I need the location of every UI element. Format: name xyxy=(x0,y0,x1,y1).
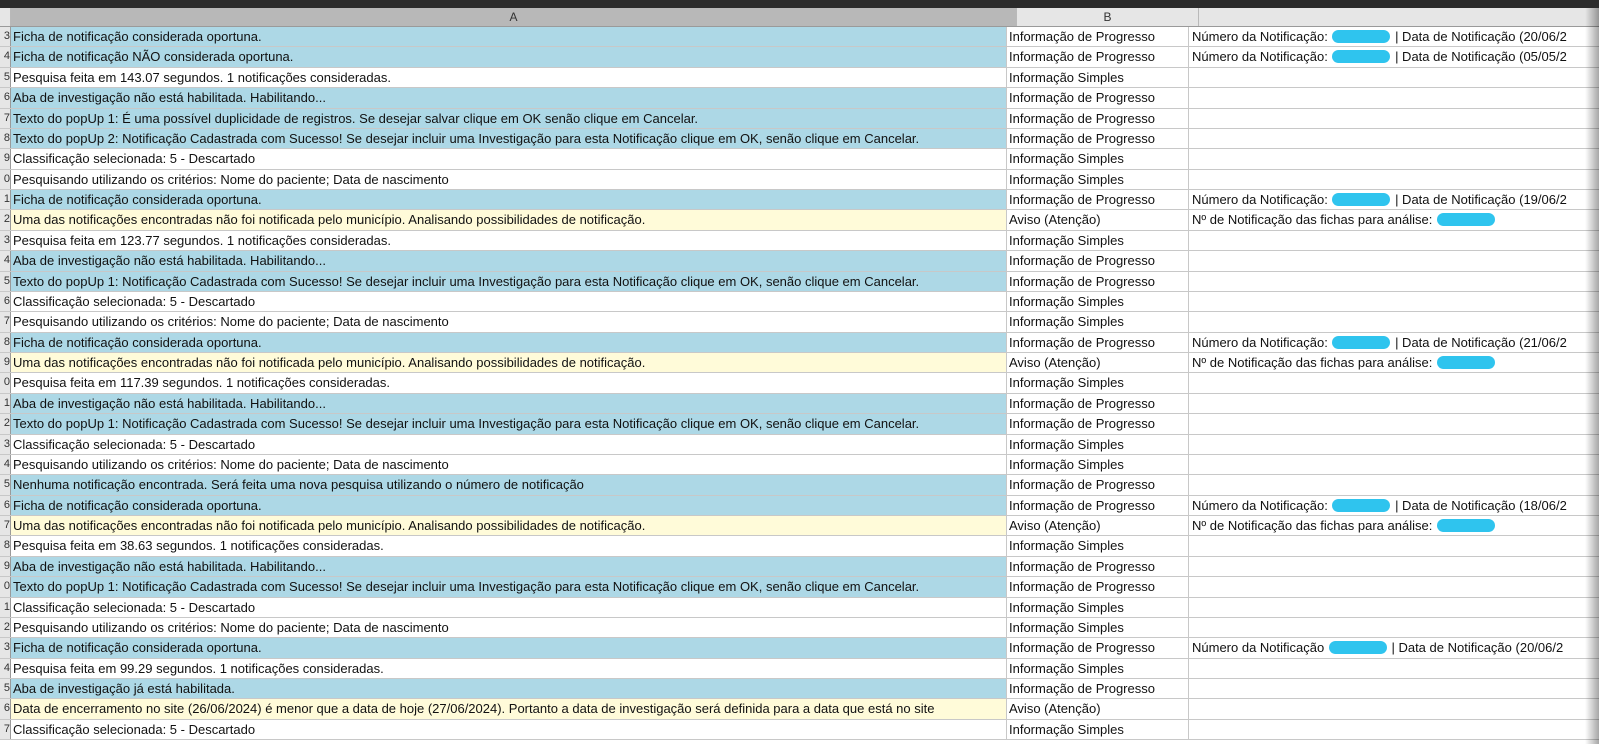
redaction-mark xyxy=(1332,336,1390,349)
cell-details[interactable] xyxy=(1189,149,1599,168)
cell-message[interactable]: Uma das notificações encontradas não foi notificada pelo município. Analisando possibilidades de notificação. xyxy=(11,353,1007,372)
row-number[interactable]: 3 xyxy=(0,231,11,250)
cell-type[interactable]: Informação de Progresso xyxy=(1007,129,1189,148)
cell-type[interactable]: Informação de Progresso xyxy=(1007,27,1189,46)
row-number[interactable]: 1 xyxy=(0,598,11,617)
cell-message[interactable]: Pesquisa feita em 38.63 segundos. 1 notificações consideradas. xyxy=(11,536,1007,555)
row-number[interactable]: 1 xyxy=(0,394,11,413)
row-number[interactable]: 2 xyxy=(0,210,11,229)
cell-message[interactable]: Pesquisa feita em 123.77 segundos. 1 notificações consideradas. xyxy=(11,231,1007,250)
row-number[interactable]: 0 xyxy=(0,170,11,189)
cell-message[interactable]: Texto do popUp 2: Notificação Cadastrada com Sucesso! Se desejar incluir uma Investigação para esta Notificação clique em OK, senão clique em Cancelar. xyxy=(11,129,1007,148)
table-row xyxy=(0,373,1599,393)
row-number[interactable]: 2 xyxy=(0,618,11,637)
table-row xyxy=(0,333,1599,353)
cell-details[interactable]: Número da Notificação: | Data de Notificação (19/06/2 xyxy=(1192,192,1567,207)
table-row xyxy=(0,129,1599,149)
cell-type[interactable]: Informação de Progresso xyxy=(1007,577,1189,596)
table-row xyxy=(0,109,1599,129)
row-number[interactable]: 8 xyxy=(0,333,11,352)
row-number[interactable]: 0 xyxy=(0,373,11,392)
row-number[interactable]: 6 xyxy=(0,496,11,515)
cell-details[interactable] xyxy=(1189,373,1599,392)
cell-details[interactable]: Número da Notificação | Data de Notificação (20/06/2 xyxy=(1192,640,1564,656)
cell-type[interactable]: Informação de Progresso xyxy=(1007,557,1189,576)
cell-type[interactable]: Aviso (Atenção) xyxy=(1007,516,1189,535)
cell-message[interactable]: Ficha de notificação considerada oportuna. xyxy=(11,27,1007,46)
row-number[interactable]: 3 xyxy=(0,638,11,657)
cell-details[interactable] xyxy=(1189,312,1599,331)
column-header-bar xyxy=(0,8,1599,27)
row-number[interactable]: 8 xyxy=(0,129,11,148)
table-row xyxy=(0,292,1599,312)
cell-details[interactable] xyxy=(1189,598,1599,617)
cell-message[interactable]: Pesquisando utilizando os critérios: Nome do paciente; Data de nascimento xyxy=(11,170,1007,189)
redaction-mark xyxy=(1437,356,1495,369)
cell-type[interactable]: Informação Simples xyxy=(1007,598,1189,617)
row-number[interactable]: 3 xyxy=(0,27,11,46)
cell-details[interactable] xyxy=(1189,699,1599,718)
cell-type[interactable]: Aviso (Atenção) xyxy=(1007,210,1189,229)
cell-message[interactable]: Classificação selecionada: 5 - Descartado xyxy=(11,598,1007,617)
redaction-mark xyxy=(1332,193,1390,206)
table-row xyxy=(0,557,1599,577)
redaction-mark xyxy=(1329,641,1387,654)
table-row xyxy=(0,496,1599,516)
table-row xyxy=(0,679,1599,699)
cell-details[interactable]: Nº de Notificação das fichas para análise: xyxy=(1189,210,1599,229)
cell-message[interactable]: Pesquisa feita em 143.07 segundos. 1 notificações consideradas. xyxy=(11,68,1007,87)
cell-message[interactable]: Data de encerramento no site (26/06/2024) é menor que a data de hoje (27/06/2024). Portanto a data de investigação será definida para a data que está no site xyxy=(11,699,1007,718)
cell-message[interactable]: Aba de investigação não está habilitada. Habilitando... xyxy=(11,394,1007,413)
cell-type[interactable]: Informação Simples xyxy=(1007,292,1189,311)
cell-details[interactable] xyxy=(1189,679,1599,698)
cell-type[interactable]: Informação de Progresso xyxy=(1007,333,1189,352)
cell-message[interactable]: Texto do popUp 1: Notificação Cadastrada com Sucesso! Se desejar incluir uma Investigação para esta Notificação clique em OK, senão clique em Cancelar. xyxy=(11,414,1007,433)
row-number[interactable]: 5 xyxy=(0,679,11,698)
cell-type[interactable]: Informação de Progresso xyxy=(1007,190,1189,209)
table-row xyxy=(0,659,1599,679)
row-number[interactable]: 9 xyxy=(0,353,11,372)
row-number[interactable]: 2 xyxy=(0,414,11,433)
table-row xyxy=(0,27,1599,47)
cell-details[interactable] xyxy=(1189,272,1599,291)
cell-message[interactable]: Aba de investigação não está habilitada. Habilitando... xyxy=(11,557,1007,576)
cell-type[interactable]: Informação de Progresso xyxy=(1007,109,1189,128)
redaction-mark xyxy=(1437,213,1495,226)
cell-type[interactable]: Informação de Progresso xyxy=(1007,394,1189,413)
cell-details[interactable] xyxy=(1189,577,1599,596)
row-number[interactable]: 4 xyxy=(0,251,11,270)
table-row xyxy=(0,720,1599,740)
cell-message[interactable]: Pesquisa feita em 99.29 segundos. 1 notificações consideradas. xyxy=(11,659,1007,678)
table-row xyxy=(0,638,1599,658)
cell-type[interactable]: Informação de Progresso xyxy=(1007,88,1189,107)
row-number[interactable]: 1 xyxy=(0,190,11,209)
row-number[interactable]: 7 xyxy=(0,109,11,128)
row-number[interactable]: 6 xyxy=(0,292,11,311)
redaction-mark xyxy=(1332,50,1390,63)
redaction-mark xyxy=(1332,499,1390,512)
column-header-c[interactable] xyxy=(1199,8,1599,26)
row-number[interactable]: 0 xyxy=(0,577,11,596)
cell-message[interactable]: Texto do popUp 1: Notificação Cadastrada com Sucesso! Se desejar incluir uma Investigação para esta Notificação clique em OK, senão clique em Cancelar. xyxy=(11,272,1007,291)
cell-details[interactable] xyxy=(1189,455,1599,474)
window-top-strip xyxy=(0,0,1599,8)
table-row xyxy=(0,414,1599,434)
table-row xyxy=(0,455,1599,475)
cell-details[interactable]: Número da Notificação: | Data de Notificação (18/06/2 xyxy=(1192,497,1567,513)
select-all-corner[interactable] xyxy=(0,8,11,26)
cell-type[interactable]: Informação Simples xyxy=(1007,149,1189,168)
cell-details[interactable]: Nº de Notificação das fichas para análise: xyxy=(1189,516,1599,535)
cell-details[interactable] xyxy=(1189,109,1599,128)
cell-message[interactable]: Pesquisa feita em 117.39 segundos. 1 notificações consideradas. xyxy=(11,373,1007,392)
row-number[interactable]: 9 xyxy=(0,149,11,168)
table-row xyxy=(0,353,1599,373)
table-row xyxy=(0,394,1599,414)
table-row xyxy=(0,475,1599,495)
row-number[interactable]: 6 xyxy=(0,699,11,718)
cell-type[interactable]: Informação de Progresso xyxy=(1007,475,1189,494)
table-row xyxy=(0,47,1599,67)
cell-details[interactable] xyxy=(1189,557,1599,576)
cell-message[interactable]: Pesquisando utilizando os critérios: Nome do paciente; Data de nascimento xyxy=(11,618,1007,637)
cell-details[interactable] xyxy=(1189,659,1599,678)
cell-message[interactable]: Pesquisando utilizando os critérios: Nome do paciente; Data de nascimento xyxy=(11,312,1007,331)
cell-message[interactable]: Aba de investigação já está habilitada. xyxy=(11,679,1007,698)
cell-message[interactable]: Aba de investigação não está habilitada. Habilitando... xyxy=(11,88,1007,107)
cell-details[interactable] xyxy=(1189,394,1599,413)
cell-message[interactable]: Ficha de notificação considerada oportuna. xyxy=(11,496,1007,515)
cell-message[interactable]: Aba de investigação não está habilitada. Habilitando... xyxy=(11,251,1007,270)
cell-type[interactable]: Informação Simples xyxy=(1007,536,1189,555)
table-row xyxy=(0,251,1599,271)
cell-type[interactable]: Informação Simples xyxy=(1007,68,1189,87)
cell-type[interactable]: Informação de Progresso xyxy=(1007,496,1189,515)
cell-message[interactable]: Pesquisando utilizando os critérios: Nome do paciente; Data de nascimento xyxy=(11,455,1007,474)
row-number[interactable]: 4 xyxy=(0,455,11,474)
cell-type[interactable]: Informação Simples xyxy=(1007,455,1189,474)
table-row xyxy=(0,577,1599,597)
table-row xyxy=(0,170,1599,190)
cell-type[interactable]: Aviso (Atenção) xyxy=(1007,699,1189,718)
row-number[interactable]: 4 xyxy=(0,47,11,66)
cell-message[interactable]: Uma das notificações encontradas não foi notificada pelo município. Analisando possibilidades de notificação. xyxy=(11,210,1007,229)
spreadsheet-grid[interactable] xyxy=(0,8,1599,744)
cell-message[interactable]: Classificação selecionada: 5 - Descartado xyxy=(11,435,1007,454)
redaction-mark xyxy=(1332,30,1390,43)
table-row xyxy=(0,88,1599,108)
cell-type[interactable]: Informação de Progresso xyxy=(1007,251,1189,270)
cell-type[interactable]: Informação Simples xyxy=(1007,231,1189,250)
cell-type[interactable]: Informação de Progresso xyxy=(1007,414,1189,433)
cell-type[interactable]: Informação Simples xyxy=(1007,170,1189,189)
row-number[interactable]: 5 xyxy=(0,272,11,291)
row-number[interactable]: 7 xyxy=(0,720,11,739)
cell-type[interactable]: Informação Simples xyxy=(1007,435,1189,454)
cell-details[interactable] xyxy=(1189,475,1599,494)
cell-type[interactable]: Informação de Progresso xyxy=(1007,638,1189,657)
table-row xyxy=(0,190,1599,210)
row-number[interactable]: 8 xyxy=(0,536,11,555)
cell-type[interactable]: Informação Simples xyxy=(1007,720,1189,739)
row-number[interactable]: 4 xyxy=(0,659,11,678)
cell-message[interactable]: Texto do popUp 1: É uma possível duplicidade de registros. Se desejar salvar clique em OK senão clique em Cancelar. xyxy=(11,109,1007,128)
table-row xyxy=(0,516,1599,536)
cell-type[interactable]: Aviso (Atenção) xyxy=(1007,353,1189,372)
cell-details[interactable] xyxy=(1189,170,1599,189)
cell-message[interactable]: Ficha de notificação considerada oportuna. xyxy=(11,638,1007,657)
cell-details[interactable] xyxy=(1189,251,1599,270)
table-row xyxy=(0,210,1599,230)
row-number[interactable]: 5 xyxy=(0,475,11,494)
table-row xyxy=(0,618,1599,638)
cell-message[interactable]: Texto do popUp 1: Notificação Cadastrada com Sucesso! Se desejar incluir uma Investigação para esta Notificação clique em OK, senão clique em Cancelar. xyxy=(11,577,1007,596)
table-row xyxy=(0,272,1599,292)
cell-details[interactable] xyxy=(1189,435,1599,454)
table-row xyxy=(0,536,1599,556)
cell-details[interactable] xyxy=(1189,720,1599,739)
table-row xyxy=(0,68,1599,88)
row-number[interactable]: 7 xyxy=(0,312,11,331)
table-row xyxy=(0,435,1599,455)
column-header-b[interactable]: B xyxy=(1017,8,1199,26)
row-number[interactable]: 9 xyxy=(0,557,11,576)
cell-message[interactable]: Nenhuma notificação encontrada. Será feita uma nova pesquisa utilizando o número de notificação xyxy=(11,475,1007,494)
cell-details[interactable]: Número da Notificação: | Data de Notificação (05/05/2 xyxy=(1192,49,1567,65)
cell-details[interactable] xyxy=(1189,414,1599,433)
table-row xyxy=(0,699,1599,719)
cell-details[interactable]: Número da Notificação: | Data de Notificação (20/06/2 xyxy=(1192,29,1567,44)
cell-message[interactable]: Classificação selecionada: 5 - Descartado xyxy=(11,149,1007,168)
cell-details[interactable] xyxy=(1189,88,1599,107)
cell-details[interactable]: Nº de Notificação das fichas para análise: xyxy=(1189,353,1599,372)
rows-container xyxy=(0,27,1599,740)
cell-details[interactable] xyxy=(1189,536,1599,555)
cell-message[interactable]: Uma das notificações encontradas não foi notificada pelo município. Analisando possibilidades de notificação. xyxy=(11,516,1007,535)
cell-message[interactable]: Classificação selecionada: 5 - Descartado xyxy=(11,292,1007,311)
row-number[interactable]: 3 xyxy=(0,435,11,454)
cell-details[interactable]: Número da Notificação: | Data de Notificação (21/06/2 xyxy=(1192,334,1567,350)
row-number[interactable]: 7 xyxy=(0,516,11,535)
cell-details[interactable] xyxy=(1189,68,1599,87)
table-row xyxy=(0,149,1599,169)
cell-message[interactable]: Classificação selecionada: 5 - Descartado xyxy=(11,720,1007,739)
redaction-mark xyxy=(1437,519,1495,532)
cell-details[interactable] xyxy=(1189,129,1599,148)
table-row xyxy=(0,312,1599,332)
cell-message[interactable]: Ficha de notificação NÃO considerada oportuna. xyxy=(11,47,1007,66)
cell-type[interactable]: Informação Simples xyxy=(1007,312,1189,331)
row-number[interactable]: 5 xyxy=(0,68,11,87)
cell-type[interactable]: Informação Simples xyxy=(1007,659,1189,678)
cell-message[interactable]: Ficha de notificação considerada oportuna. xyxy=(11,333,1007,352)
row-number[interactable]: 6 xyxy=(0,88,11,107)
table-row xyxy=(0,231,1599,251)
cell-details[interactable] xyxy=(1189,618,1599,637)
cell-details[interactable] xyxy=(1189,231,1599,250)
cell-type[interactable]: Informação Simples xyxy=(1007,618,1189,637)
cell-type[interactable]: Informação de Progresso xyxy=(1007,272,1189,291)
table-row xyxy=(0,598,1599,618)
cell-type[interactable]: Informação de Progresso xyxy=(1007,679,1189,698)
cell-type[interactable]: Informação de Progresso xyxy=(1007,47,1189,66)
column-header-a[interactable]: A xyxy=(11,8,1017,26)
cell-type[interactable]: Informação Simples xyxy=(1007,373,1189,392)
cell-message[interactable]: Ficha de notificação considerada oportuna. xyxy=(11,190,1007,209)
cell-details[interactable] xyxy=(1189,292,1599,311)
